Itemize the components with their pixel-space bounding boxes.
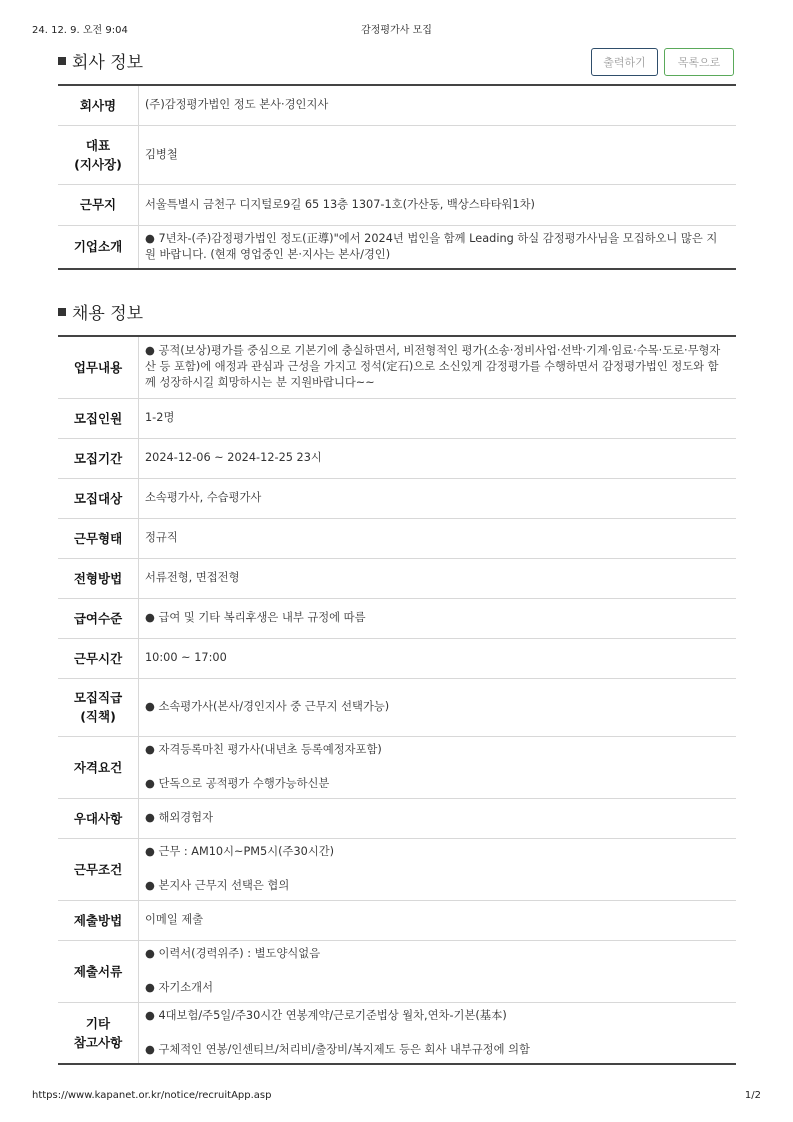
recruit-info-table: [58, 335, 736, 1065]
table-row: [58, 478, 736, 518]
table-row: [58, 638, 736, 678]
row-label: 급여수준: [58, 598, 139, 638]
row-label: 모집대상: [58, 478, 139, 518]
row-value: ● 소속평가사(본사/경인지사 중 근무지 선택가능): [139, 678, 737, 736]
print-date: 24. 12. 9. 오전 9:04: [32, 25, 128, 36]
row-value: ● 해외경험자: [139, 798, 737, 838]
company-section-title: 회사 정보: [58, 48, 143, 73]
row-value: ● 이력서(경력위주) : 별도양식없음 ● 자기소개서: [139, 940, 737, 1002]
row-label: 전형방법: [58, 558, 139, 598]
print-page-title: 감정평가사 모집: [361, 25, 432, 36]
page-number: 1/2: [744, 1090, 761, 1101]
row-label: 근무형태: [58, 518, 139, 558]
row-value: ● 근무 : AM10시~PM5시(주30시간) ● 본지사 근무지 선택은 협의: [139, 838, 737, 900]
print-header: [32, 21, 761, 35]
table-row: [58, 398, 736, 438]
table-row: [58, 736, 736, 798]
row-value: ● 4대보험/주5일/주30시간 연봉계약/근로기준법상 월차,연차-기본(基本) ● 구체적인 연봉/인센티브/처리비/출장비/복지제도 등은 회사 내부규정에 의함: [145, 1008, 530, 1056]
row-label: 기타 참고사항: [58, 1002, 139, 1064]
row-label: 우대사항: [58, 798, 139, 838]
table-row: [58, 438, 736, 478]
print-button[interactable]: 출력하기: [591, 48, 658, 76]
row-value: 서류전형, 면접전형: [139, 558, 737, 598]
row-value: (주)감정평가법인 정도 본사·경인지사: [139, 85, 737, 125]
row-value: ● 공적(보상)평가를 중심으로 기본기에 충실하면서, 비전형적인 평가(소송·정비사업·선박·기계·임료·수목·도로·무형자산 등 포함)에 애정과 관심과 근성을 가지고 정석(定石)으로 소신있게 감정평가를 수행하면서 감정평가법인 정도와 함께 성장하시길 희망하시는 분 지원바랍니다~~: [139, 336, 737, 398]
row-label: 제출방법: [58, 900, 139, 940]
row-label: 모집인원: [58, 398, 139, 438]
row-value: 10:00 ~ 17:00: [139, 638, 737, 678]
row-label: 자격요건: [58, 736, 139, 798]
table-row: [58, 225, 736, 269]
table-row: [58, 940, 736, 1002]
table-row: [58, 678, 736, 736]
row-label: 기업소개: [58, 225, 139, 269]
row-label: 업무내용: [58, 336, 139, 398]
row-value: 정규직: [139, 518, 737, 558]
recruit-section-title: 채용 정보: [58, 299, 143, 324]
row-label: 회사명: [58, 85, 139, 125]
row-value: ● 자격등록마친 평가사(내년초 등록예정자포함) ● 단독으로 공적평가 수행가능하신분: [139, 736, 737, 798]
table-row: [58, 1002, 736, 1064]
row-value: 소속평가사, 수습평가사: [139, 478, 737, 518]
square-bullet-icon: [58, 308, 66, 316]
row-value: 2024-12-06 ~ 2024-12-25 23시: [139, 438, 737, 478]
row-label: 근무시간: [58, 638, 139, 678]
table-row: [58, 838, 736, 900]
row-value: 이메일 제출: [139, 900, 737, 940]
row-value: ● 급여 및 기타 복리후생은 내부 규정에 따름: [139, 598, 737, 638]
row-label: 근무지: [58, 184, 139, 225]
back-to-list-button[interactable]: 목록으로: [664, 48, 734, 76]
row-value: 1-2명: [139, 398, 737, 438]
row-label: 모집기간: [58, 438, 139, 478]
square-bullet-icon: [58, 57, 66, 65]
row-value: ● 7년차-(주)감정평가법인 정도(正導)"에서 2024년 법인을 함께 Leading 하실 감정평가사님을 모집하오니 많은 지원 바랍니다. (현재 영업중인 본·지사는 본사/경인): [145, 231, 718, 261]
table-row: [58, 558, 736, 598]
table-row: [58, 900, 736, 940]
row-label: 모집직급 (직책): [58, 678, 139, 736]
row-label: 대표 (지사장): [58, 125, 139, 184]
row-value: 김병철: [139, 125, 737, 184]
row-label: 제출서류: [58, 940, 139, 1002]
print-footer: [32, 1090, 761, 1101]
table-row: [58, 85, 736, 125]
table-row: [58, 125, 736, 184]
row-label: 근무조건: [58, 838, 139, 900]
table-row: [58, 798, 736, 838]
page-url: https://www.kapanet.or.kr/notice/recruitApp.asp: [32, 1090, 272, 1101]
table-row: [58, 598, 736, 638]
table-row: [58, 518, 736, 558]
company-info-table: [58, 84, 736, 270]
table-row: [58, 336, 736, 398]
row-value: 서울특별시 금천구 디지털로9길 65 13층 1307-1호(가산동, 백상스타타워1차): [139, 184, 737, 225]
table-row: [58, 184, 736, 225]
